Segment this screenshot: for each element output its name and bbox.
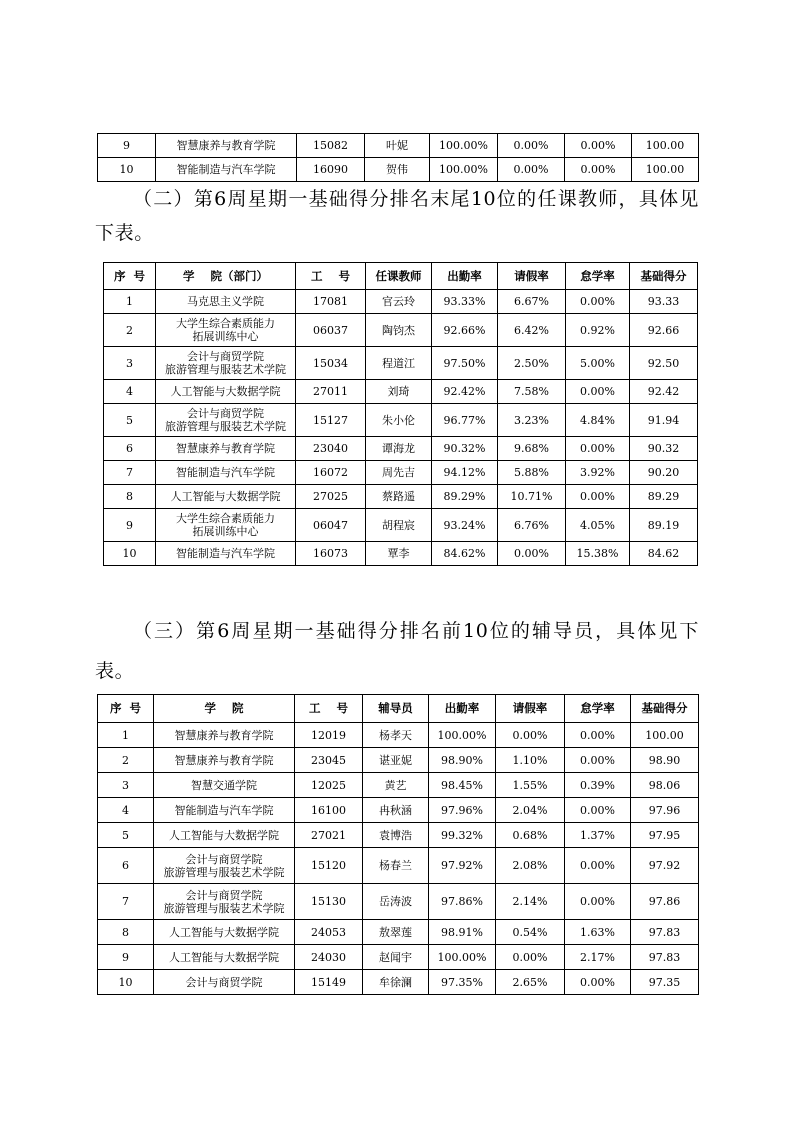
attendance-rate-cell: 98.90% xyxy=(429,748,496,773)
table-row xyxy=(98,920,699,945)
base-score-cell: 92.66 xyxy=(630,314,698,347)
leave-rate-cell: 0.00% xyxy=(498,542,566,566)
truancy-rate-cell: 0.00% xyxy=(565,970,631,995)
attendance-rate-cell: 100.00% xyxy=(429,945,496,970)
truancy-rate-cell: 1.37% xyxy=(565,823,631,848)
table-row xyxy=(98,970,699,995)
truancy-rate-cell: 0.00% xyxy=(565,848,631,884)
row-number: 1 xyxy=(98,723,154,748)
row-number: 7 xyxy=(104,461,156,485)
college-cell: 会计与商贸学院 旅游管理与服装艺术学院 xyxy=(156,404,296,437)
leave-rate-cell: 1.55% xyxy=(496,773,565,798)
staff-name-cell: 刘琦 xyxy=(366,380,432,404)
column-header: 出勤率 xyxy=(429,695,496,723)
college-cell: 人工智能与大数据学院 xyxy=(154,920,295,945)
truancy-rate-cell: 0.00% xyxy=(565,134,632,158)
truancy-rate-cell: 3.92% xyxy=(566,461,630,485)
row-number: 4 xyxy=(98,798,154,823)
base-score-cell: 100.00 xyxy=(632,158,699,182)
staff-id-cell: 16090 xyxy=(297,158,365,182)
leave-rate-cell: 0.54% xyxy=(496,920,565,945)
attendance-rate-cell: 97.86% xyxy=(429,884,496,920)
table-row xyxy=(104,404,698,437)
truancy-rate-cell: 0.00% xyxy=(565,884,631,920)
table-header-row xyxy=(104,263,698,290)
truancy-rate-cell: 0.92% xyxy=(566,314,630,347)
bottom10-teachers-body xyxy=(104,290,698,566)
top10-counselors-table xyxy=(97,694,699,995)
base-score-cell: 90.20 xyxy=(630,461,698,485)
column-header: 工 号 xyxy=(296,263,366,290)
table-row xyxy=(98,134,699,158)
attendance-rate-cell: 93.24% xyxy=(432,509,498,542)
truancy-rate-cell: 0.39% xyxy=(565,773,631,798)
base-score-cell: 97.35 xyxy=(631,970,699,995)
row-number: 10 xyxy=(98,158,156,182)
staff-name-cell: 胡程宸 xyxy=(366,509,432,542)
attendance-rate-cell: 100.00% xyxy=(430,134,498,158)
base-score-cell: 97.95 xyxy=(631,823,699,848)
truancy-rate-cell: 0.00% xyxy=(565,158,632,182)
base-score-cell: 92.42 xyxy=(630,380,698,404)
staff-name-cell: 周先吉 xyxy=(366,461,432,485)
staff-name-cell: 谭海龙 xyxy=(366,437,432,461)
college-cell: 人工智能与大数据学院 xyxy=(156,485,296,509)
table-row xyxy=(104,290,698,314)
column-header: 怠学率 xyxy=(565,695,631,723)
leave-rate-cell: 10.71% xyxy=(498,485,566,509)
base-score-cell: 90.32 xyxy=(630,437,698,461)
table-row xyxy=(104,347,698,380)
staff-id-cell: 15082 xyxy=(297,134,365,158)
top-continuation-table xyxy=(97,133,699,182)
table-row xyxy=(104,461,698,485)
staff-name-cell: 蔡路遥 xyxy=(366,485,432,509)
college-cell: 大学生综合素质能力 拓展训练中心 xyxy=(156,314,296,347)
column-header: 学 院 xyxy=(154,695,295,723)
attendance-rate-cell: 94.12% xyxy=(432,461,498,485)
staff-name-cell: 冉秋涵 xyxy=(363,798,429,823)
column-header: 请假率 xyxy=(498,263,566,290)
staff-id-cell: 12019 xyxy=(295,723,363,748)
staff-id-cell: 24030 xyxy=(295,945,363,970)
staff-id-cell: 27025 xyxy=(296,485,366,509)
attendance-rate-cell: 96.77% xyxy=(432,404,498,437)
row-number: 1 xyxy=(104,290,156,314)
truancy-rate-cell: 1.63% xyxy=(565,920,631,945)
college-cell: 智慧康养与教育学院 xyxy=(156,437,296,461)
truancy-rate-cell: 4.05% xyxy=(566,509,630,542)
staff-name-cell: 敖翠莲 xyxy=(363,920,429,945)
college-cell: 智能制造与汽车学院 xyxy=(156,158,297,182)
attendance-rate-cell: 84.62% xyxy=(432,542,498,566)
attendance-rate-cell: 98.45% xyxy=(429,773,496,798)
section3-heading: （三）第6周星期一基础得分排名前10位的辅导员，具体见下表。 xyxy=(95,620,699,682)
column-header: 学 院（部门） xyxy=(156,263,296,290)
row-number: 5 xyxy=(98,823,154,848)
row-number: 9 xyxy=(104,509,156,542)
row-number: 6 xyxy=(98,848,154,884)
staff-id-cell: 23040 xyxy=(296,437,366,461)
staff-name-cell: 赵闻宇 xyxy=(363,945,429,970)
staff-name-cell: 官云玲 xyxy=(366,290,432,314)
attendance-rate-cell: 97.92% xyxy=(429,848,496,884)
attendance-rate-cell: 100.00% xyxy=(429,723,496,748)
college-cell: 智能制造与汽车学院 xyxy=(156,461,296,485)
leave-rate-cell: 2.14% xyxy=(496,884,565,920)
base-score-cell: 97.83 xyxy=(631,945,699,970)
staff-name-cell: 袁博浩 xyxy=(363,823,429,848)
college-cell: 智能制造与汽车学院 xyxy=(154,798,295,823)
table-row xyxy=(98,823,699,848)
college-cell: 智慧交通学院 xyxy=(154,773,295,798)
staff-id-cell: 06047 xyxy=(296,509,366,542)
base-score-cell: 100.00 xyxy=(631,723,699,748)
base-score-cell: 93.33 xyxy=(630,290,698,314)
row-number: 6 xyxy=(104,437,156,461)
leave-rate-cell: 2.04% xyxy=(496,798,565,823)
leave-rate-cell: 2.08% xyxy=(496,848,565,884)
leave-rate-cell: 7.58% xyxy=(498,380,566,404)
staff-id-cell: 15127 xyxy=(296,404,366,437)
staff-id-cell: 23045 xyxy=(295,748,363,773)
row-number: 10 xyxy=(98,970,154,995)
table-row xyxy=(98,158,699,182)
base-score-cell: 97.83 xyxy=(631,920,699,945)
table-row xyxy=(104,485,698,509)
college-cell: 智慧康养与教育学院 xyxy=(156,134,297,158)
leave-rate-cell: 0.00% xyxy=(496,723,565,748)
leave-rate-cell: 6.67% xyxy=(498,290,566,314)
college-cell: 人工智能与大数据学院 xyxy=(154,945,295,970)
row-number: 8 xyxy=(104,485,156,509)
staff-id-cell: 12025 xyxy=(295,773,363,798)
table-header-row xyxy=(98,695,699,723)
leave-rate-cell: 0.00% xyxy=(496,945,565,970)
leave-rate-cell: 6.42% xyxy=(498,314,566,347)
bottom10-teachers-header xyxy=(104,263,698,290)
staff-id-cell: 17081 xyxy=(296,290,366,314)
base-score-cell: 97.92 xyxy=(631,848,699,884)
staff-name-cell: 岳涛波 xyxy=(363,884,429,920)
staff-id-cell: 16073 xyxy=(296,542,366,566)
table-row xyxy=(104,437,698,461)
column-header: 序 号 xyxy=(104,263,156,290)
staff-name-cell: 叶妮 xyxy=(365,134,430,158)
bottom10-teachers-table xyxy=(103,262,698,566)
staff-id-cell: 06037 xyxy=(296,314,366,347)
truancy-rate-cell: 2.17% xyxy=(565,945,631,970)
table-row xyxy=(104,380,698,404)
leave-rate-cell: 2.50% xyxy=(498,347,566,380)
attendance-rate-cell: 90.32% xyxy=(432,437,498,461)
leave-rate-cell: 0.00% xyxy=(498,134,565,158)
base-score-cell: 84.62 xyxy=(630,542,698,566)
row-number: 2 xyxy=(104,314,156,347)
column-header: 序 号 xyxy=(98,695,154,723)
column-header: 辅导员 xyxy=(363,695,429,723)
leave-rate-cell: 2.65% xyxy=(496,970,565,995)
column-header: 基础得分 xyxy=(631,695,699,723)
staff-name-cell: 程道江 xyxy=(366,347,432,380)
staff-id-cell: 15130 xyxy=(295,884,363,920)
column-header: 出勤率 xyxy=(432,263,498,290)
college-cell: 智慧康养与教育学院 xyxy=(154,748,295,773)
row-number: 8 xyxy=(98,920,154,945)
table-row xyxy=(98,748,699,773)
attendance-rate-cell: 93.33% xyxy=(432,290,498,314)
base-score-cell: 98.90 xyxy=(631,748,699,773)
attendance-rate-cell: 92.66% xyxy=(432,314,498,347)
staff-id-cell: 15034 xyxy=(296,347,366,380)
row-number: 2 xyxy=(98,748,154,773)
table-row xyxy=(98,884,699,920)
attendance-rate-cell: 97.50% xyxy=(432,347,498,380)
college-cell: 大学生综合素质能力 拓展训练中心 xyxy=(156,509,296,542)
table-row xyxy=(104,314,698,347)
base-score-cell: 92.50 xyxy=(630,347,698,380)
truancy-rate-cell: 0.00% xyxy=(565,748,631,773)
truancy-rate-cell: 4.84% xyxy=(566,404,630,437)
column-header: 请假率 xyxy=(496,695,565,723)
table-row xyxy=(98,848,699,884)
staff-name-cell: 贺伟 xyxy=(365,158,430,182)
row-number: 7 xyxy=(98,884,154,920)
column-header: 工 号 xyxy=(295,695,363,723)
attendance-rate-cell: 92.42% xyxy=(432,380,498,404)
staff-id-cell: 16072 xyxy=(296,461,366,485)
leave-rate-cell: 3.23% xyxy=(498,404,566,437)
staff-id-cell: 24053 xyxy=(295,920,363,945)
row-number: 9 xyxy=(98,945,154,970)
staff-name-cell: 杨孝天 xyxy=(363,723,429,748)
college-cell: 会计与商贸学院 旅游管理与服装艺术学院 xyxy=(154,848,295,884)
leave-rate-cell: 0.00% xyxy=(498,158,565,182)
attendance-rate-cell: 97.96% xyxy=(429,798,496,823)
truancy-rate-cell: 0.00% xyxy=(566,380,630,404)
leave-rate-cell: 0.68% xyxy=(496,823,565,848)
row-number: 4 xyxy=(104,380,156,404)
truancy-rate-cell: 0.00% xyxy=(565,798,631,823)
college-cell: 马克思主义学院 xyxy=(156,290,296,314)
staff-name-cell: 朱小伦 xyxy=(366,404,432,437)
truancy-rate-cell: 0.00% xyxy=(566,290,630,314)
truancy-rate-cell: 0.00% xyxy=(566,485,630,509)
leave-rate-cell: 5.88% xyxy=(498,461,566,485)
column-header: 基础得分 xyxy=(630,263,698,290)
staff-id-cell: 27021 xyxy=(295,823,363,848)
attendance-rate-cell: 100.00% xyxy=(430,158,498,182)
table-row xyxy=(98,798,699,823)
row-number: 3 xyxy=(98,773,154,798)
staff-name-cell: 陶钧杰 xyxy=(366,314,432,347)
staff-id-cell: 15120 xyxy=(295,848,363,884)
college-cell: 智能制造与汽车学院 xyxy=(156,542,296,566)
staff-id-cell: 27011 xyxy=(296,380,366,404)
truancy-rate-cell: 5.00% xyxy=(566,347,630,380)
staff-id-cell: 16100 xyxy=(295,798,363,823)
top-table-body xyxy=(98,134,699,182)
base-score-cell: 97.86 xyxy=(631,884,699,920)
table-row xyxy=(98,945,699,970)
college-cell: 会计与商贸学院 旅游管理与服装艺术学院 xyxy=(154,884,295,920)
row-number: 5 xyxy=(104,404,156,437)
staff-name-cell: 杨春兰 xyxy=(363,848,429,884)
college-cell: 人工智能与大数据学院 xyxy=(154,823,295,848)
row-number: 3 xyxy=(104,347,156,380)
attendance-rate-cell: 98.91% xyxy=(429,920,496,945)
base-score-cell: 100.00 xyxy=(632,134,699,158)
attendance-rate-cell: 97.35% xyxy=(429,970,496,995)
top10-counselors-header xyxy=(98,695,699,723)
truancy-rate-cell: 15.38% xyxy=(566,542,630,566)
leave-rate-cell: 9.68% xyxy=(498,437,566,461)
base-score-cell: 89.29 xyxy=(630,485,698,509)
college-cell: 会计与商贸学院 xyxy=(154,970,295,995)
table-row xyxy=(98,773,699,798)
top10-counselors-body xyxy=(98,723,699,995)
table-row xyxy=(98,723,699,748)
column-header: 怠学率 xyxy=(566,263,630,290)
leave-rate-cell: 1.10% xyxy=(496,748,565,773)
truancy-rate-cell: 0.00% xyxy=(565,723,631,748)
table-row xyxy=(104,509,698,542)
base-score-cell: 89.19 xyxy=(630,509,698,542)
college-cell: 智慧康养与教育学院 xyxy=(154,723,295,748)
staff-id-cell: 15149 xyxy=(295,970,363,995)
leave-rate-cell: 6.76% xyxy=(498,509,566,542)
college-cell: 会计与商贸学院 旅游管理与服装艺术学院 xyxy=(156,347,296,380)
base-score-cell: 97.96 xyxy=(631,798,699,823)
column-header: 任课教师 xyxy=(366,263,432,290)
staff-name-cell: 黄艺 xyxy=(363,773,429,798)
row-number: 9 xyxy=(98,134,156,158)
base-score-cell: 91.94 xyxy=(630,404,698,437)
staff-name-cell: 牟徐澜 xyxy=(363,970,429,995)
row-number: 10 xyxy=(104,542,156,566)
base-score-cell: 98.06 xyxy=(631,773,699,798)
table-row xyxy=(104,542,698,566)
staff-name-cell: 覃李 xyxy=(366,542,432,566)
attendance-rate-cell: 99.32% xyxy=(429,823,496,848)
truancy-rate-cell: 0.00% xyxy=(566,437,630,461)
section2-heading: （二）第6周星期一基础得分排名末尾10位的任课教师，具体见下表。 xyxy=(95,188,699,244)
attendance-rate-cell: 89.29% xyxy=(432,485,498,509)
college-cell: 人工智能与大数据学院 xyxy=(156,380,296,404)
staff-name-cell: 谌亚妮 xyxy=(363,748,429,773)
